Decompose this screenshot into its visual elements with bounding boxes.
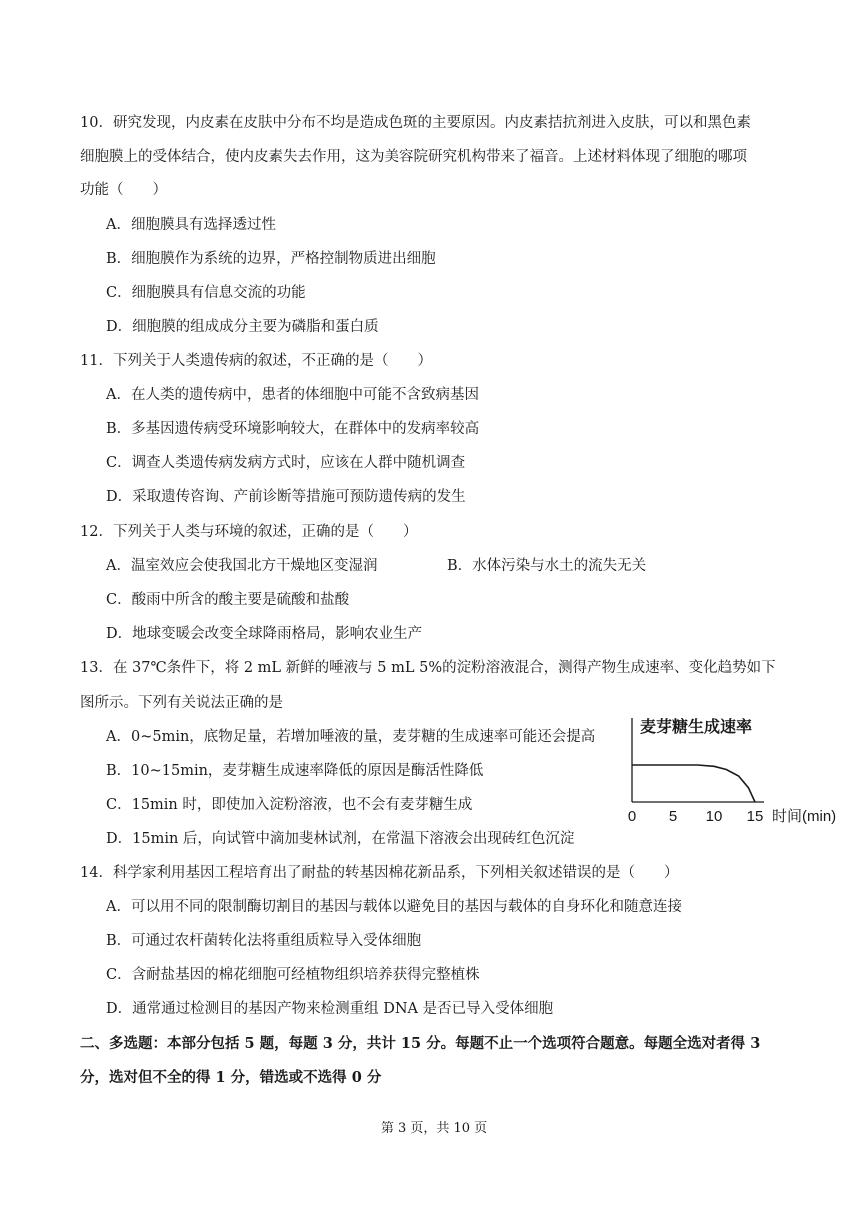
maltose-rate-chart	[620, 712, 850, 830]
q11-option-d: D．采取遗传咨询、产前诊断等措施可预防遗传病的发生	[106, 489, 466, 505]
q13-option-d: D．15min 后，向试管中滴加斐林试剂，在常温下溶液会出现砖红色沉淀	[106, 831, 575, 847]
q10-option-b: B．细胞膜作为系统的边界，严格控制物质进出细胞	[106, 251, 436, 267]
chart-series-line	[632, 765, 755, 802]
q12-stem: 12．下列关于人类与环境的叙述，正确的是（ ）	[80, 524, 418, 540]
section2-header-line-1: 二、多选题：本部分包括 5 题，每题 3 分，共计 15 分。每题不止一个选项符合题意。每题全选对者得 3	[80, 1035, 761, 1052]
q13-option-b: B．10~15min，麦芽糖生成速率降低的原因是酶活性降低	[106, 763, 484, 779]
x-tick-label: 10	[705, 808, 723, 825]
x-tick-label: 0	[627, 808, 637, 825]
q12-option-d: D．地球变暖会改变全球降雨格局，影响农业生产	[106, 626, 423, 642]
q13-stem-line-2: 图所示。下列有关说法正确的是	[80, 695, 283, 711]
q10-stem-line-3: 功能（ ）	[80, 182, 167, 198]
x-tick-label: 15	[746, 808, 764, 825]
q14-option-d: D．通常通过检测目的基因产物来检测重组 DNA 是否已导入受体细胞	[106, 1001, 554, 1017]
q12-option-c: C．酸雨中所含的酸主要是硫酸和盐酸	[106, 592, 350, 608]
q14-stem: 14．科学家利用基因工程培育出了耐盐的转基因棉花新品系，下列相关叙述错误的是（ ）	[80, 865, 679, 881]
q14-option-a: A．可以用不同的限制酶切割目的基因与载体以避免目的基因与载体的自身环化和随意连接	[106, 899, 682, 915]
q12-option-b: B．水体污染与水土的流失无关	[447, 558, 647, 574]
q11-option-b: B．多基因遗传病受环境影响较大，在群体中的发病率较高	[106, 421, 480, 437]
q11-option-c: C．调查人类遗传病发病方式时，应该在人群中随机调查	[106, 455, 466, 471]
q12-option-a: A．温室效应会使我国北方干燥地区变湿润	[106, 558, 378, 574]
page-number-footer: 第 3 页，共 10 页	[380, 1121, 488, 1136]
q14-option-c: C．含耐盐基因的棉花细胞可经植物组织培养获得完整植株	[106, 967, 480, 983]
q10-option-c: C．细胞膜具有信息交流的功能	[106, 285, 306, 301]
q13-option-a: A．0~5min，底物足量，若增加唾液的量，麦芽糖的生成速率可能还会提高	[106, 729, 596, 745]
q10-option-a: A．细胞膜具有选择透过性	[106, 217, 276, 233]
chart-title: 麦芽糖生成速率	[640, 719, 753, 736]
q11-option-a: A．在人类的遗传病中，患者的体细胞中可能不含致病基因	[106, 387, 479, 403]
q10-option-d: D．细胞膜的组成成分主要为磷脂和蛋白质	[106, 319, 379, 335]
q11-stem: 11．下列关于人类遗传病的叙述，不正确的是（ ）	[80, 353, 432, 369]
q13-stem-line-1: 13．在 37℃条件下，将 2 mL 新鲜的唾液与 5 mL 5%的淀粉溶液混合，测得产物生成速率、变化趋势如下	[80, 660, 776, 676]
q13-option-c: C．15min 时，即使加入淀粉溶液，也不会有麦芽糖生成	[106, 797, 473, 813]
q10-stem-line-2: 细胞膜上的受体结合，使内皮素失去作用，这为美容院研究机构带来了福音。上述材料体现了细胞的哪项	[80, 149, 747, 165]
section2-header-line-2: 分，选对但不全的得 1 分，错选或不选得 0 分	[80, 1069, 382, 1086]
chart-x-axis-label: 时间(min)	[772, 808, 837, 825]
q14-option-b: B．可通过农杆菌转化法将重组质粒导入受体细胞	[106, 933, 422, 949]
x-tick-label: 5	[668, 808, 678, 825]
q10-stem-line-1: 10．研究发现，内皮素在皮肤中分布不均是造成色斑的主要原因。内皮素拮抗剂进入皮肤，可以和黑色素	[80, 115, 751, 131]
